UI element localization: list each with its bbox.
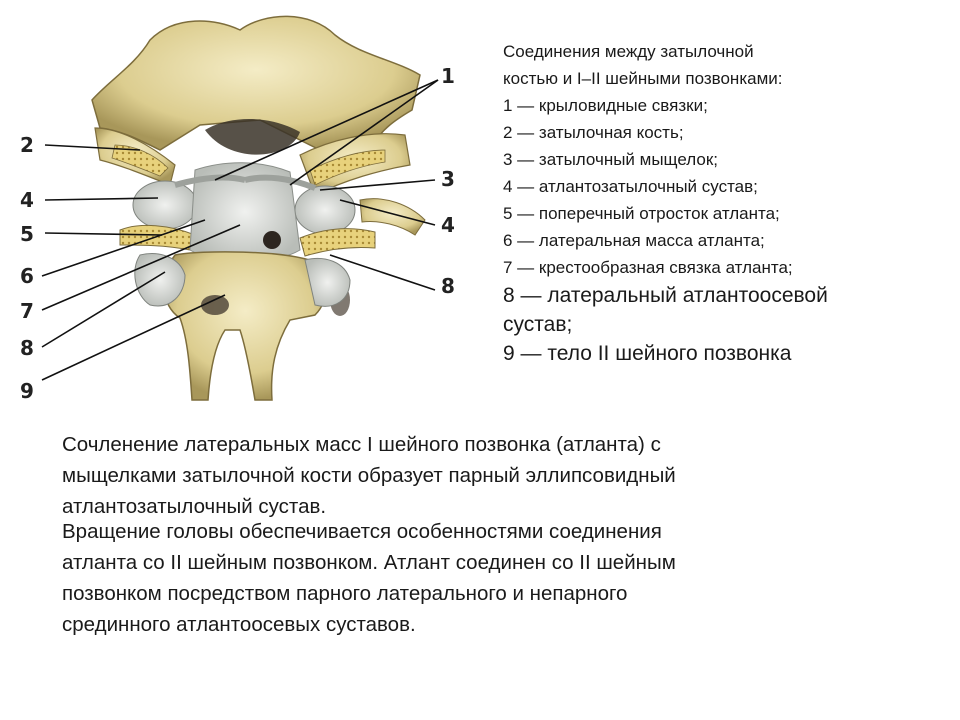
- paragraph1-line2: мыщелками затылочной кости образует парный эллипсовидный: [62, 464, 676, 487]
- legend-item-8-line1: 8 — латеральный атлантоосевой: [503, 284, 828, 307]
- label-left-7: 9: [20, 379, 34, 403]
- left-transverse: [120, 225, 195, 250]
- paragraph-atlanto-occipital: [62, 429, 912, 522]
- paragraph1-line3: атлантозатылочный сустав.: [62, 495, 327, 518]
- legend-title-line1: Соединения между затылочной: [503, 42, 754, 61]
- label-right-4: 8: [441, 274, 455, 298]
- legend-item-2: 2 — затылочная кость;: [503, 123, 684, 142]
- label-right-1: 1: [441, 64, 455, 88]
- paragraph1-line1: Сочленение латеральных масс I шейного позвонка (атланта) с: [62, 433, 661, 456]
- label-left-4: 6: [20, 264, 34, 288]
- paragraph2-line2: атланта со II шейным позвонком. Атлант соединен со II шейным: [62, 551, 676, 574]
- legend-item-1: 1 — крыловидные связки;: [503, 96, 708, 115]
- legend-item-9: 9 — тело II шейного позвонка: [503, 342, 792, 365]
- right-process: [360, 199, 425, 235]
- figure-legend: [503, 38, 943, 368]
- legend-item-7: 7 — крестообразная связка атланта;: [503, 258, 793, 277]
- legend-item-8-line2: сустав;: [503, 313, 573, 336]
- paragraph2-line3: позвонком посредством парного латерального и непарного: [62, 582, 628, 605]
- axis-body: [164, 252, 326, 400]
- paragraph2-line4: срединного атлантоосевых суставов.: [62, 613, 416, 636]
- label-left-3: 5: [20, 222, 34, 246]
- atlas-right-mass: [295, 186, 355, 234]
- legend-item-5: 5 — поперечный отросток атланта;: [503, 204, 780, 223]
- right-transverse: [300, 229, 375, 256]
- legend-item-6: 6 — латеральная масса атланта;: [503, 231, 765, 250]
- label-right-3: 4: [441, 213, 455, 237]
- paragraph-head-rotation: [62, 516, 912, 640]
- label-left-1: 2: [20, 133, 34, 157]
- paragraph2-line1: Вращение головы обеспечивается особенностями соединения: [62, 520, 662, 543]
- atlas-left-mass: [133, 181, 197, 229]
- anatomy-illustration: [0, 0, 480, 420]
- label-left-6: 8: [20, 336, 34, 360]
- vertebral-foramen: [263, 231, 281, 249]
- legend-item-4: 4 — атлантозатылочный сустав;: [503, 177, 758, 196]
- label-right-2: 3: [441, 167, 455, 191]
- legend-item-3: 3 — затылочный мыщелок;: [503, 150, 718, 169]
- legend-title-line2: костью и I–II шейными позвонками:: [503, 69, 783, 88]
- label-left-2: 4: [20, 188, 34, 212]
- label-left-5: 7: [20, 299, 34, 323]
